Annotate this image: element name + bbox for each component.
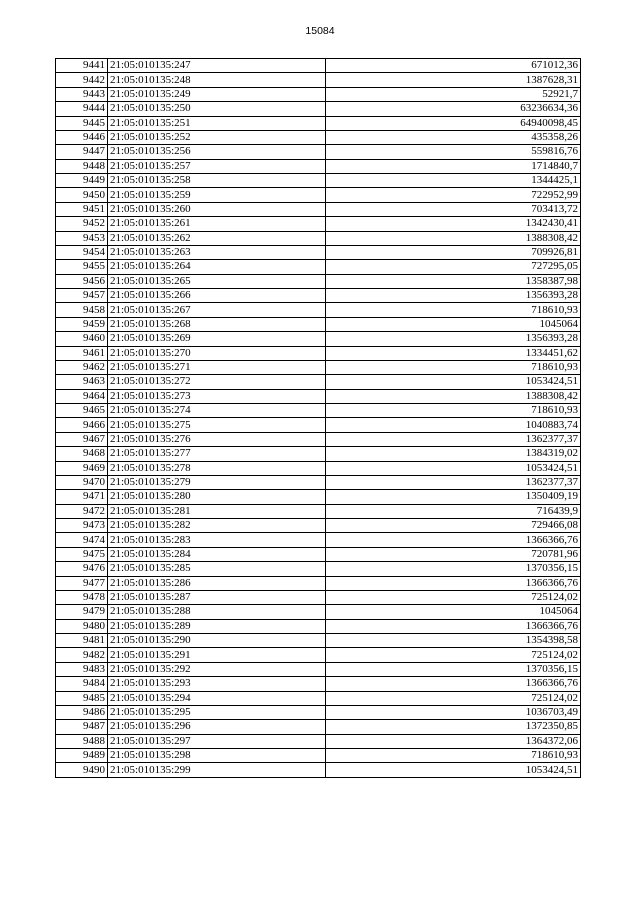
row-number-cell: 9471 [56,490,108,504]
table-row [56,202,581,216]
cadastral-number-cell: 21:05:010135:283 [108,533,326,547]
value-cell: 435358,26 [326,130,581,144]
value-cell: 1053424,51 [326,763,581,777]
table-row [56,346,581,360]
cadastral-number-cell: 21:05:010135:280 [108,490,326,504]
table-row [56,562,581,576]
value-cell: 1366366,76 [326,533,581,547]
value-cell: 1350409,19 [326,490,581,504]
value-cell: 1372350,85 [326,720,581,734]
page-number: 15084 [305,25,335,37]
cadastral-number-cell: 21:05:010135:273 [108,389,326,403]
row-number-cell: 9467 [56,432,108,446]
row-number-cell: 9459 [56,317,108,331]
row-number-cell: 9472 [56,504,108,518]
cadastral-number-cell: 21:05:010135:276 [108,432,326,446]
table-row [56,274,581,288]
value-cell: 1045064 [326,317,581,331]
value-cell: 63236634,36 [326,102,581,116]
value-cell: 1053424,51 [326,375,581,389]
cadastral-number-cell: 21:05:010135:293 [108,677,326,691]
row-number-cell: 9450 [56,188,108,202]
table-row [56,102,581,116]
row-number-cell: 9466 [56,418,108,432]
value-cell: 1036703,49 [326,705,581,719]
value-cell: 1388308,42 [326,231,581,245]
cadastral-number-cell: 21:05:010135:261 [108,217,326,231]
table-row [56,475,581,489]
cadastral-number-cell: 21:05:010135:274 [108,404,326,418]
cadastral-number-cell: 21:05:010135:294 [108,691,326,705]
cadastral-number-cell: 21:05:010135:266 [108,289,326,303]
table-row [56,504,581,518]
cadastral-number-cell: 21:05:010135:257 [108,159,326,173]
cadastral-number-cell: 21:05:010135:248 [108,73,326,87]
table-row [56,533,581,547]
row-number-cell: 9470 [56,475,108,489]
table-row [56,677,581,691]
value-cell: 1370356,15 [326,662,581,676]
value-cell: 64940098,45 [326,116,581,130]
cadastral-value-table [55,58,581,778]
row-number-cell: 9449 [56,174,108,188]
cadastral-number-cell: 21:05:010135:285 [108,562,326,576]
value-cell: 1366366,76 [326,677,581,691]
table-row [56,73,581,87]
table-row [56,217,581,231]
value-cell: 718610,93 [326,404,581,418]
cadastral-number-cell: 21:05:010135:252 [108,130,326,144]
cadastral-number-cell: 21:05:010135:278 [108,461,326,475]
row-number-cell: 9477 [56,576,108,590]
value-cell: 703413,72 [326,202,581,216]
row-number-cell: 9452 [56,217,108,231]
row-number-cell: 9476 [56,562,108,576]
value-cell: 1714840,7 [326,159,581,173]
cadastral-number-cell: 21:05:010135:258 [108,174,326,188]
cadastral-number-cell: 21:05:010135:286 [108,576,326,590]
row-number-cell: 9489 [56,749,108,763]
table-row [56,763,581,777]
table-body [56,59,581,778]
value-cell: 559816,76 [326,145,581,159]
row-number-cell: 9473 [56,519,108,533]
table-row [56,174,581,188]
value-cell: 722952,99 [326,188,581,202]
value-cell: 716439,9 [326,504,581,518]
row-number-cell: 9478 [56,590,108,604]
cadastral-number-cell: 21:05:010135:265 [108,274,326,288]
row-number-cell: 9468 [56,447,108,461]
table-row [56,519,581,533]
cadastral-number-cell: 21:05:010135:296 [108,720,326,734]
row-number-cell: 9444 [56,102,108,116]
cadastral-number-cell: 21:05:010135:259 [108,188,326,202]
value-cell: 709926,81 [326,245,581,259]
table-row [56,59,581,73]
row-number-cell: 9456 [56,274,108,288]
cadastral-number-cell: 21:05:010135:272 [108,375,326,389]
table-row [56,332,581,346]
cadastral-number-cell: 21:05:010135:284 [108,547,326,561]
table-row [56,360,581,374]
cadastral-number-cell: 21:05:010135:264 [108,260,326,274]
row-number-cell: 9483 [56,662,108,676]
row-number-cell: 9474 [56,533,108,547]
row-number-cell: 9461 [56,346,108,360]
cadastral-number-cell: 21:05:010135:256 [108,145,326,159]
cadastral-number-cell: 21:05:010135:251 [108,116,326,130]
table-row [56,389,581,403]
cadastral-number-cell: 21:05:010135:290 [108,634,326,648]
value-cell: 1045064 [326,605,581,619]
table-row [56,720,581,734]
row-number-cell: 9482 [56,648,108,662]
row-number-cell: 9458 [56,303,108,317]
cadastral-number-cell: 21:05:010135:270 [108,346,326,360]
value-cell: 52921,7 [326,87,581,101]
table-row [56,547,581,561]
cadastral-number-cell: 21:05:010135:275 [108,418,326,432]
row-number-cell: 9451 [56,202,108,216]
row-number-cell: 9469 [56,461,108,475]
value-cell: 718610,93 [326,360,581,374]
table-row [56,461,581,475]
row-number-cell: 9463 [56,375,108,389]
cadastral-number-cell: 21:05:010135:282 [108,519,326,533]
value-cell: 1342430,41 [326,217,581,231]
row-number-cell: 9465 [56,404,108,418]
row-number-cell: 9453 [56,231,108,245]
table-row [56,447,581,461]
table-row [56,260,581,274]
value-cell: 1388308,42 [326,389,581,403]
cadastral-number-cell: 21:05:010135:262 [108,231,326,245]
cadastral-number-cell: 21:05:010135:250 [108,102,326,116]
table-row [56,662,581,676]
table-row [56,231,581,245]
row-number-cell: 9481 [56,634,108,648]
value-cell: 1334451,62 [326,346,581,360]
table-row [56,145,581,159]
table-row [56,705,581,719]
table-row [56,605,581,619]
row-number-cell: 9488 [56,734,108,748]
cadastral-number-cell: 21:05:010135:295 [108,705,326,719]
row-number-cell: 9486 [56,705,108,719]
value-cell: 718610,93 [326,749,581,763]
table-row [56,418,581,432]
table-row [56,576,581,590]
table-row [56,130,581,144]
cadastral-number-cell: 21:05:010135:263 [108,245,326,259]
value-cell: 727295,05 [326,260,581,274]
value-cell: 725124,02 [326,648,581,662]
cadastral-number-cell: 21:05:010135:267 [108,303,326,317]
row-number-cell: 9446 [56,130,108,144]
value-cell: 1358387,98 [326,274,581,288]
row-number-cell: 9455 [56,260,108,274]
table-row [56,691,581,705]
row-number-cell: 9454 [56,245,108,259]
table-row [56,289,581,303]
value-cell: 720781,96 [326,547,581,561]
table-row [56,245,581,259]
value-cell: 1344425,1 [326,174,581,188]
row-number-cell: 9485 [56,691,108,705]
cadastral-number-cell: 21:05:010135:279 [108,475,326,489]
cadastral-number-cell: 21:05:010135:299 [108,763,326,777]
row-number-cell: 9448 [56,159,108,173]
row-number-cell: 9445 [56,116,108,130]
cadastral-number-cell: 21:05:010135:268 [108,317,326,331]
value-cell: 725124,02 [326,590,581,604]
value-cell: 1366366,76 [326,576,581,590]
cadastral-number-cell: 21:05:010135:297 [108,734,326,748]
row-number-cell: 9441 [56,59,108,73]
value-cell: 1356393,28 [326,289,581,303]
table-row [56,734,581,748]
row-number-cell: 9457 [56,289,108,303]
row-number-cell: 9464 [56,389,108,403]
value-cell: 1354398,58 [326,634,581,648]
row-number-cell: 9479 [56,605,108,619]
value-cell: 1370356,15 [326,562,581,576]
row-number-cell: 9475 [56,547,108,561]
value-cell: 1387628,31 [326,73,581,87]
row-number-cell: 9487 [56,720,108,734]
cadastral-number-cell: 21:05:010135:298 [108,749,326,763]
value-cell: 1366366,76 [326,619,581,633]
table-row [56,317,581,331]
cadastral-number-cell: 21:05:010135:249 [108,87,326,101]
cadastral-number-cell: 21:05:010135:277 [108,447,326,461]
value-cell: 1040883,74 [326,418,581,432]
table-row [56,634,581,648]
table-row [56,749,581,763]
value-cell: 1053424,51 [326,461,581,475]
cadastral-number-cell: 21:05:010135:269 [108,332,326,346]
value-cell: 1362377,37 [326,432,581,446]
value-cell: 729466,08 [326,519,581,533]
value-cell: 725124,02 [326,691,581,705]
row-number-cell: 9442 [56,73,108,87]
cadastral-number-cell: 21:05:010135:247 [108,59,326,73]
table-row [56,375,581,389]
row-number-cell: 9490 [56,763,108,777]
table-row [56,116,581,130]
row-number-cell: 9443 [56,87,108,101]
table-row [56,303,581,317]
value-cell: 718610,93 [326,303,581,317]
table-row [56,87,581,101]
cadastral-number-cell: 21:05:010135:260 [108,202,326,216]
table-row [56,432,581,446]
table-row [56,188,581,202]
table-row [56,590,581,604]
value-cell: 1384319,02 [326,447,581,461]
cadastral-number-cell: 21:05:010135:288 [108,605,326,619]
table-row [56,619,581,633]
row-number-cell: 9484 [56,677,108,691]
cadastral-number-cell: 21:05:010135:292 [108,662,326,676]
table-row [56,648,581,662]
cadastral-number-cell: 21:05:010135:281 [108,504,326,518]
value-cell: 671012,36 [326,59,581,73]
table-row [56,159,581,173]
row-number-cell: 9480 [56,619,108,633]
value-cell: 1362377,37 [326,475,581,489]
value-cell: 1364372,06 [326,734,581,748]
cadastral-number-cell: 21:05:010135:271 [108,360,326,374]
row-number-cell: 9447 [56,145,108,159]
table-row [56,490,581,504]
cadastral-number-cell: 21:05:010135:287 [108,590,326,604]
cadastral-number-cell: 21:05:010135:291 [108,648,326,662]
cadastral-number-cell: 21:05:010135:289 [108,619,326,633]
row-number-cell: 9462 [56,360,108,374]
value-cell: 1356393,28 [326,332,581,346]
table-row [56,404,581,418]
row-number-cell: 9460 [56,332,108,346]
